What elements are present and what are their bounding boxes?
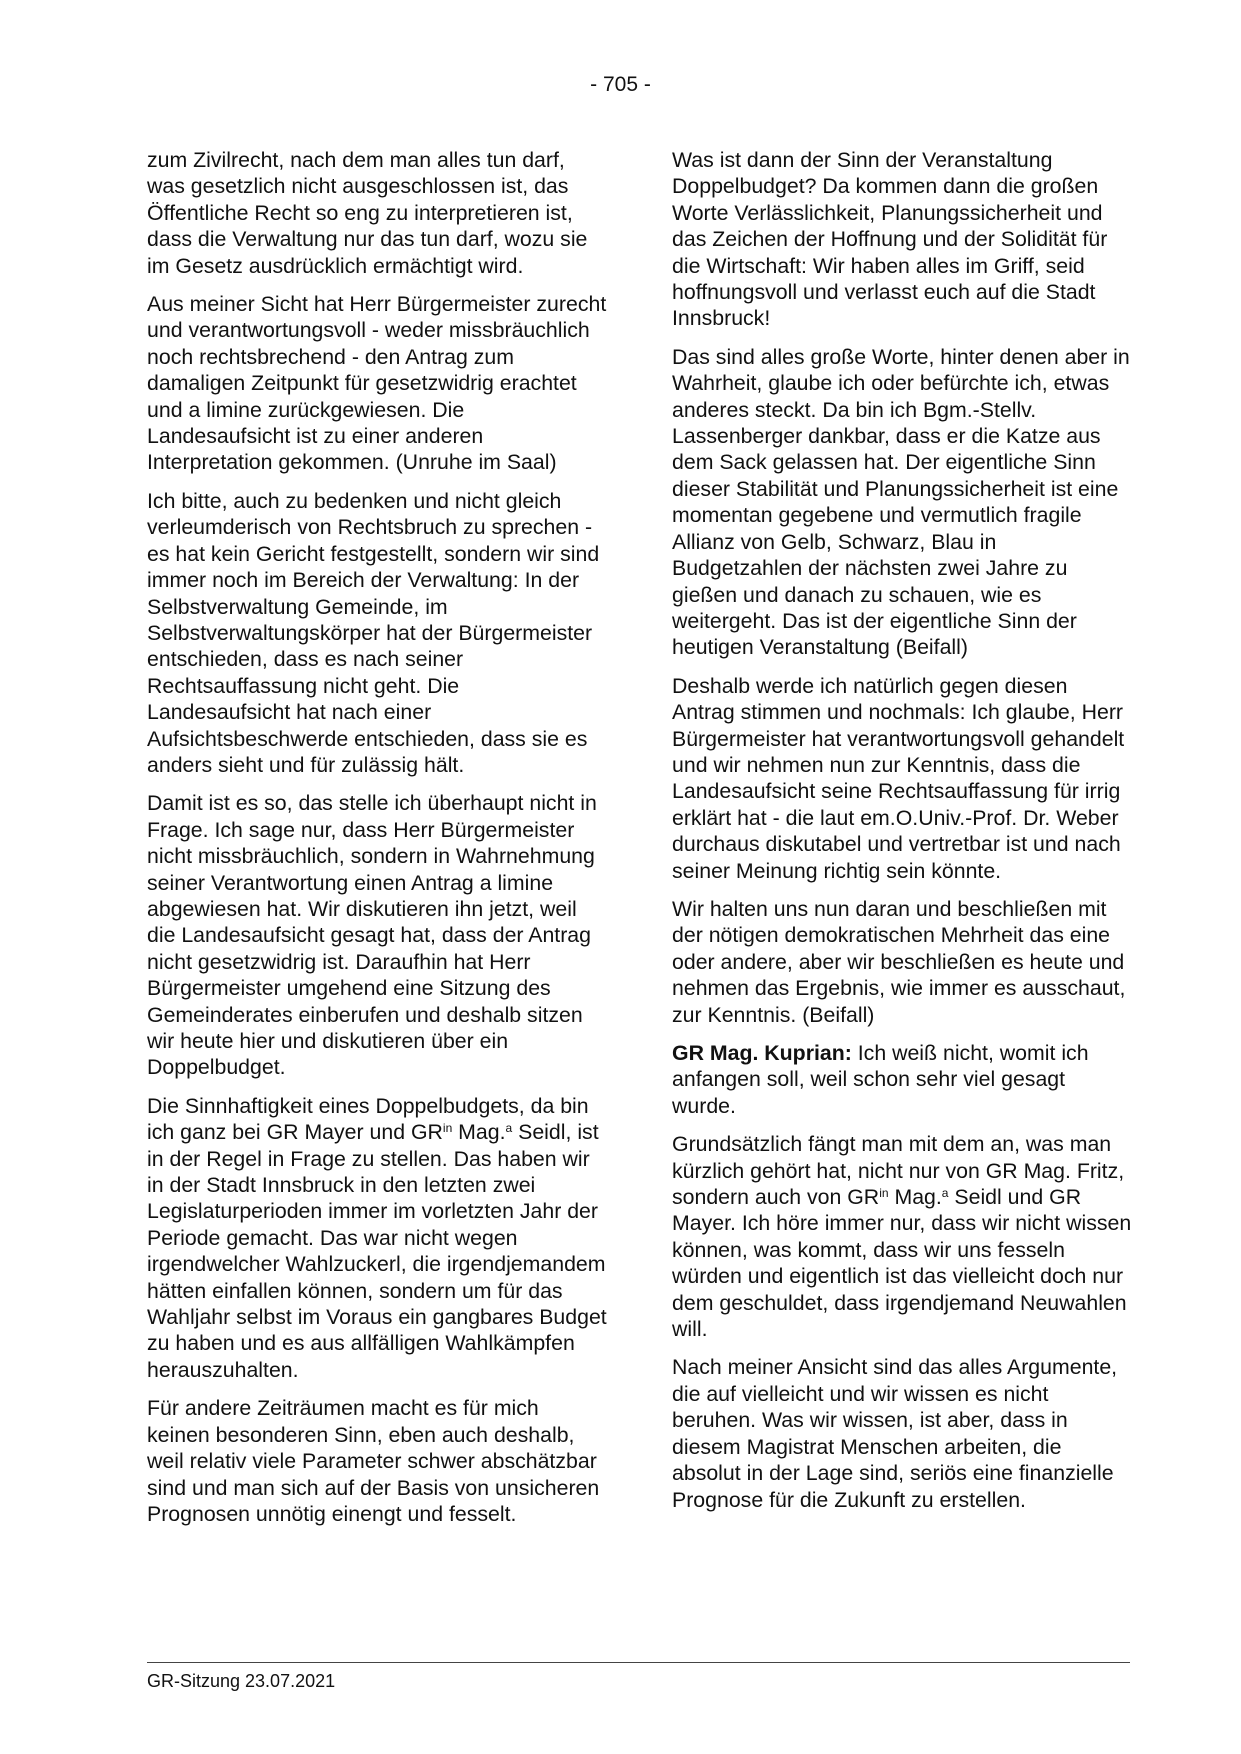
paragraph	[147, 1093, 607, 1383]
paragraph: Ich bitte, auch zu bedenken und nicht gleich verleumderisch von Rechtsbruch zu sprechen - es hat kein Gericht festgestellt, sondern wir sind immer noch im Bereich der Verwaltung: In der Selbstverwaltung Gemeinde, im Selbstverwaltungskörper hat der Bürgermeister entschieden, dass es nach seiner Rechtsauffassung nicht geht. Die Landesaufsicht hat nach einer Aufsichtsbeschwerde entschieden, dass sie es anders sieht und für zulässig hält.	[147, 488, 600, 777]
text-run: Seidl und GR Mayer. Ich höre immer nur, dass wir nicht wissen können, was kommt, dass wir uns fesseln würden und eigentlich ist das vielleicht doch nur dem geschuldet, dass irgendjemand Neuwahlen will.	[672, 1185, 1132, 1342]
text-run: Mag.	[888, 1185, 942, 1210]
paragraph	[672, 1131, 1132, 1342]
text-run: Die Sinnhaftigkeit eines Doppelbudgets, da bin ich ganz bei GR Mayer und GR	[147, 1093, 589, 1145]
footer-divider	[147, 1662, 1130, 1663]
speaker-name: GR Mag. Kuprian:	[672, 1041, 852, 1065]
paragraph: Was ist dann der Sinn der Veranstaltung Doppelbudget? Da kommen dann die großen Worte Verlässlichkeit, Planungssicherheit und das Zeichen der Hoffnung und der Solidität für die Wirtschaft: Wir haben alles im Griff, seid hoffnungsvoll und verlasst euch auf die Stadt Innsbruck!	[672, 148, 1108, 331]
paragraph: Wir halten uns nun daran und beschließen mit der nötigen demokratischen Mehrheit das eine oder andere, aber wir beschließen es heute und nehmen das Ergebnis, wie immer es ausschaut, zur Kenntnis. (Beifall)	[672, 896, 1126, 1027]
superscript: a	[941, 1186, 949, 1201]
speaker-paragraph	[672, 1040, 1132, 1119]
paragraph: Aus meiner Sicht hat Herr Bürgermeister zurecht und verantwortungsvoll - weder missbräuchlich noch rechtsbrechend - den Antrag zum damaligen Zeitpunkt für gesetzwidrig erachtet und a limine zurückgewiesen. Die Landesaufsicht ist zu einer anderen Interpretation gekommen. (Unruhe im Saal)	[147, 292, 607, 475]
page-number: - 705 -	[590, 73, 651, 96]
footer-text: GR-Sitzung 23.07.2021	[147, 1671, 336, 1691]
text-run: Mag.	[452, 1120, 506, 1145]
text-run: Grundsätzlich fängt man mit dem an, was man kürzlich gehört hat, nicht nur von GR Mag. Fritz, sondern auch von GR	[672, 1132, 1125, 1210]
left-column	[147, 147, 607, 1539]
right-column	[672, 147, 1132, 1525]
superscript: in	[442, 1121, 453, 1136]
paragraph: zum Zivilrecht, nach dem man alles tun darf, was gesetzlich nicht ausgeschlossen ist, das Öffentliche Recht so eng zu interpretieren ist, dass die Verwaltung nur das tun darf, wozu sie im Gesetz ausdrücklich ermächtigt wird.	[147, 148, 588, 278]
paragraph: Für andere Zeiträumen macht es für mich keinen besonderen Sinn, eben auch deshalb, weil relativ viele Parameter schwer abschätzbar sind und man sich auf der Basis von unsicheren Prognosen unnötig einengt und fesselt.	[147, 1396, 600, 1526]
paragraph: Nach meiner Ansicht sind das alles Argumente, die auf vielleicht und wir wissen es nicht beruhen. Was wir wissen, ist aber, dass in diesem Magistrat Menschen arbeiten, die absolut in der Lage sind, seriös eine finanzielle Prognose für die Zukunft zu erstellen.	[672, 1355, 1118, 1512]
paragraph: Deshalb werde ich natürlich gegen diesen Antrag stimmen und nochmals: Ich glaube, Herr Bürgermeister hat verantwortungsvoll gehandelt und wir nehmen nun zur Kenntnis, dass die Landesaufsicht seine Rechtsauffassung für irrig erklärt hat - die laut em.O.Univ.-Prof. Dr. Weber durchaus diskutabel und vertretbar ist und nach seiner Meinung richtig sein könnte.	[672, 673, 1125, 883]
superscript: in	[879, 1186, 889, 1201]
paragraph: Das sind alles große Worte, hinter denen aber in Wahrheit, glaube ich oder befürchte ich, etwas anderes steckt. Da bin ich Bgm.-Stellv. Lassenberger dankbar, dass er die Katze aus dem Sack gelassen hat. Der eigentliche Sinn dieser Stabilität und Planungssicherheit ist eine momentan gegebene und vermutlich fragile Allianz von Gelb, Schwarz, Blau in Budgetzahlen der nächsten zwei Jahre zu gießen und danach zu schauen, wie es weitergeht. Das ist der eigentliche Sinn der heutigen Veranstaltung (Beifall)	[672, 344, 1130, 660]
superscript: a	[505, 1121, 513, 1136]
text-run: Ich weiß nicht, womit ich anfangen soll, weil schon sehr viel gesagt wurde.	[672, 1041, 1089, 1118]
paragraph: Damit ist es so, das stelle ich überhaupt nicht in Frage. Ich sage nur, dass Herr Bürgermeister nicht missbräuchlich, sondern in Wahrnehmung seiner Verantwortung einen Antrag a limine abgewiesen hat. Wir diskutieren ihn jetzt, weil die Landesaufsicht gesagt hat, dass der Antrag nicht gesetzwidrig ist. Daraufhin hat Herr Bürgermeister umgehend eine Sitzung des Gemeinderates einberufen und deshalb sitzen wir heute hier und diskutieren über ein Doppelbudget.	[147, 791, 597, 1080]
text-run: Seidl, ist in der Regel in Frage zu stellen. Das haben wir in der Stadt Innsbruck in den letzten zwei Legislaturperioden immer im vorletzten Jahr der Periode gemacht. Das war nicht wegen irgendwelcher Wahlzuckerl, die irgendjemandem hätten einfallen können, sondern um für das Wahljahr selbst im Voraus ein gangbares Budget zu haben und es aus allfälligen Wahlkämpfen herauszuhalten.	[147, 1120, 607, 1382]
